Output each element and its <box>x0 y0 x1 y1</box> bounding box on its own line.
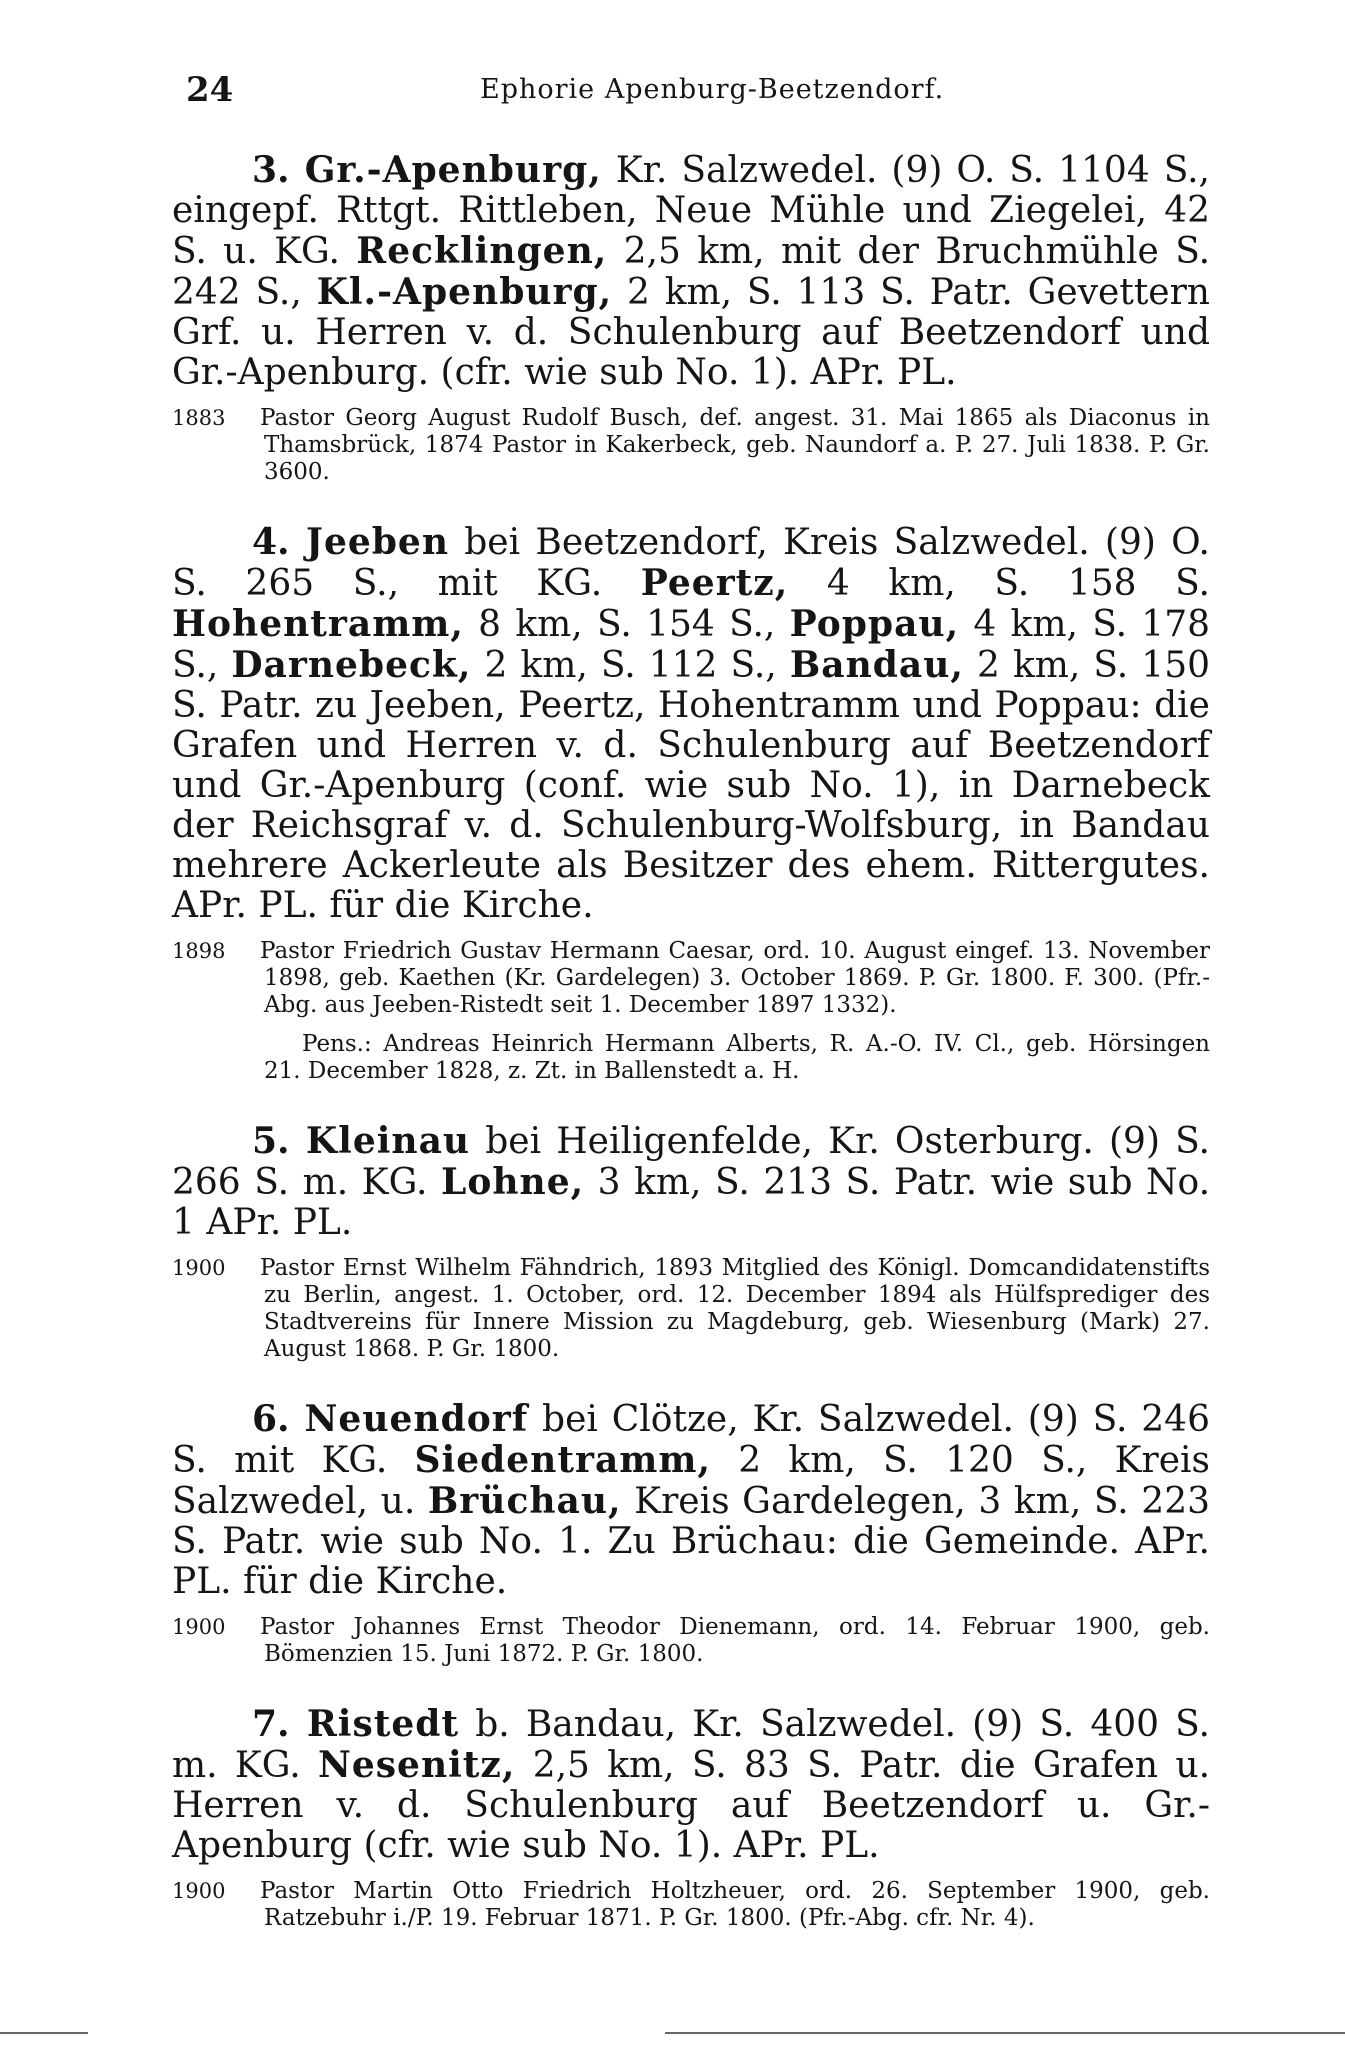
place-name: Ristedt <box>306 1703 460 1745</box>
note-year: 1898 <box>172 939 226 963</box>
entry-text: 4 km, S. 158 S. <box>788 563 1210 604</box>
place-name: Darnebeck, <box>231 644 472 686</box>
entry-text: 2 km, S. 113 S. Patr. Gevettern Grf. u. Herren v. d. Schulenburg auf Beetzendorf und Gr.-Apenburg. (cfr. wie sub No. 1). APr. PL. <box>172 272 1210 393</box>
pastor-note <box>172 938 1210 1019</box>
entry-text: b. Bandau, Kr. Salzwedel. (9) S. 400 S. m. KG. <box>172 1704 1211 1786</box>
entry-number: 6. <box>252 1398 305 1440</box>
entry-number: 7. <box>252 1703 307 1745</box>
entry-text: 3 km, S. 213 S. Patr. wie sub No. 1 APr. PL. <box>172 1162 1211 1243</box>
place-name: Nesenitz, <box>317 1744 516 1786</box>
place-name: Bandau, <box>789 644 964 686</box>
place-name: Hohentramm, <box>172 603 464 645</box>
pension-note <box>172 1031 1210 1085</box>
note-text: Pastor Friedrich Gustav Hermann Caesar, ord. 10. August eingef. 13. November 1898, geb. Kaethen (Kr. Gardelegen) 3. October 1869. P. Gr. 1800. F. 300. (Pfr.-Abg. aus Jeeben-Ristedt seit 1. December 1897 1332). <box>260 938 1210 1018</box>
entry-text: 4 km, S. 178 S., <box>172 604 1210 686</box>
place-name: Jeeben <box>305 521 450 563</box>
page-header <box>170 62 1220 112</box>
entry-paragraph <box>172 1704 1210 1866</box>
entry-text: bei Heiligenfelde, Kr. Osterburg. (9) S. 266 S. m. KG. <box>172 1121 1210 1203</box>
entry-text: 2 km, S. 150 S. Patr. zu Jeeben, Peertz, Hohentramm und Poppau: die Grafen und Herren v. d. Schulenburg auf Beetzendorf und Gr.-Apenburg (conf. wie sub No. 1), in Darnebeck der Reichsgraf v. d. Schulenburg-Wolfsburg, in Bandau mehrere Ackerleute als Besitzer des ehem. Rittergutes. APr. PL. für die Kirche. <box>172 645 1210 926</box>
parish-entry <box>172 150 1210 486</box>
place-name: Gr.-Apenburg, <box>304 149 602 191</box>
entry-paragraph <box>172 1121 1210 1243</box>
note-text: Pastor Georg August Rudolf Busch, def. angest. 31. Mai 1865 als Diaconus in Thamsbrück, 1874 Pastor in Kakerbeck, geb. Naundorf a. P. 27. Juli 1838. P. Gr. 3600. <box>260 405 1210 485</box>
entry-text: 2,5 km, S. 83 S. Patr. die Grafen u. Herren v. d. Schulenburg auf Beetzendorf u. Gr.-Apenburg (cfr. wie sub No. 1). APr. PL. <box>172 1745 1211 1866</box>
pastor-note <box>172 1255 1210 1363</box>
entry-number: 3. <box>252 149 305 191</box>
entry-text: Kr. Salzwedel. (9) O. S. 1104 S., eingepf. Rttgt. Rittleben, Neue Mühle und Ziegelei, 42 S. u. KG. <box>172 150 1210 272</box>
entry-number: 4. <box>252 521 306 563</box>
document-body <box>172 150 1210 1968</box>
entry-paragraph <box>172 150 1210 393</box>
note-text: Pastor Johannes Ernst Theodor Dienemann, ord. 14. Februar 1900, geb. Bömenzien 15. Juni 1872. P. Gr. 1800. <box>260 1614 1210 1667</box>
entry-number: 5. <box>252 1120 306 1162</box>
parish-entry <box>172 1121 1210 1363</box>
entry-paragraph <box>172 1399 1210 1602</box>
parish-entry <box>172 522 1210 1085</box>
place-name: Kleinau <box>305 1120 471 1162</box>
entry-text: bei Beetzendorf, Kreis Salzwedel. (9) O. S. 265 S., mit KG. <box>172 522 1210 604</box>
note-year: 1900 <box>172 1256 226 1280</box>
place-name: Peertz, <box>640 562 789 604</box>
entry-text: 2,5 km, mit der Bruchmühle S. 242 S., <box>172 231 1211 313</box>
entry-text: 2 km, S. 112 S., <box>471 645 790 686</box>
running-title: Ephorie Apenburg-Beetzendorf. <box>480 74 945 105</box>
place-name: Neuendorf <box>304 1398 529 1440</box>
note-year: 1883 <box>172 406 226 430</box>
place-name: Lohne, <box>441 1161 585 1203</box>
pension-text: Pens.: Andreas Heinrich Hermann Alberts, R. A.-O. IV. Cl., geb. Hörsingen 21. December 1828, z. Zt. in Ballenstedt a. H. <box>264 1031 1210 1084</box>
parish-entry <box>172 1704 1210 1932</box>
footer-rule <box>0 2032 88 2034</box>
note-year: 1900 <box>172 1615 226 1639</box>
note-text: Pastor Martin Otto Friedrich Holtzheuer, ord. 26. September 1900, geb. Ratzebuhr i./P. 19. Februar 1871. P. Gr. 1800. (Pfr.-Abg. cfr. Nr. 4). <box>260 1878 1210 1931</box>
place-name: Kl.-Apenburg, <box>316 271 613 313</box>
entry-text: 2 km, S. 120 S., Kreis Salzwedel, u. <box>172 1440 1210 1522</box>
parish-entry <box>172 1399 1210 1668</box>
pastor-note <box>172 405 1210 486</box>
pastor-note <box>172 1614 1210 1668</box>
entry-paragraph <box>172 522 1210 926</box>
footer-rule <box>665 2032 1345 2034</box>
entry-text: bei Clötze, Kr. Salzwedel. (9) S. 246 S. mit KG. <box>172 1399 1210 1481</box>
note-text: Pastor Ernst Wilhelm Fähndrich, 1893 Mitglied des Königl. Domcandidatenstifts zu Berlin, angest. 1. October, ord. 12. December 1894 als Hülfsprediger des Stadtvereins für Innere Mission zu Magdeburg, geb. Wiesenburg (Mark) 27. August 1868. P. Gr. 1800. <box>260 1255 1210 1362</box>
entry-text: Kreis Gardelegen, 3 km, S. 223 S. Patr. wie sub No. 1. Zu Brüchau: die Gemeinde. APr. PL. für die Kirche. <box>172 1481 1211 1602</box>
place-name: Recklingen, <box>356 230 608 272</box>
place-name: Brüchau, <box>427 1480 622 1522</box>
page-number: 24 <box>186 70 234 110</box>
place-name: Poppau, <box>789 603 960 645</box>
pastor-note <box>172 1878 1210 1932</box>
entry-text: 8 km, S. 154 S., <box>463 604 790 645</box>
note-year: 1900 <box>172 1879 226 1903</box>
place-name: Siedentramm, <box>414 1439 711 1481</box>
